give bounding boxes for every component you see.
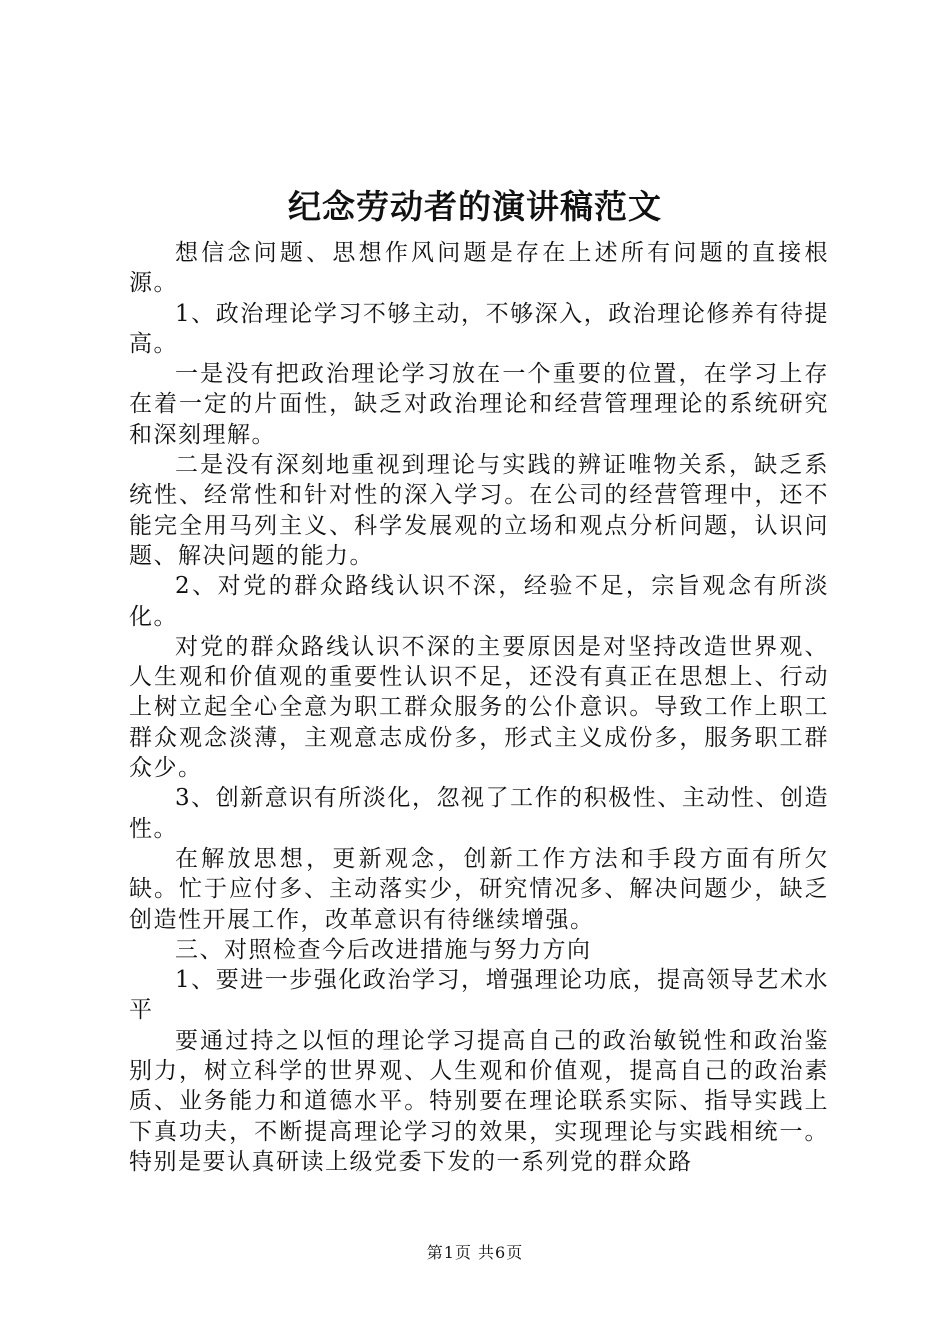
paragraph: 1、政治理论学习不够主动，不够深入，政治理论修养有待提高。 [129,300,829,357]
paragraph: 2、对党的群众路线认识不深，经验不足，宗旨观念有所淡化。 [129,573,829,630]
paragraph: 对党的群众路线认识不深的主要原因是对坚持改造世界观、人生观和价值观的重要性认识不足，还没有真正在思想上、行动上树立起全心全意为职工群众服务的公仆意识。导致工作上职工群众观念淡薄，主观意志成份多，形式主义成份多，服务职工群众少。 [129,633,829,782]
paragraph: 二是没有深刻地重视到理论与实践的辨证唯物关系，缺乏系统性、经常性和针对性的深入学习。在公司的经营管理中，还不能完全用马列主义、科学发展观的立场和观点分析问题，认识问题、解决问题的能力。 [129,452,829,569]
paragraph: 3、创新意识有所淡化，忽视了工作的积极性、主动性、创造性。 [129,785,829,842]
paragraph: 1、要进一步强化政治学习，增强理论功底，提高领导艺术水平 [129,967,829,1024]
paragraph: 想信念问题、思想作风问题是存在上述所有问题的直接根源。 [129,240,829,297]
paragraph: 三、对照检查今后改进措施与努力方向 [175,936,592,963]
document-title: 纪念劳动者的演讲稿范文 [288,187,662,226]
paragraph: 在解放思想，更新观念，创新工作方法和手段方面有所欠缺。忙于应付多、主动落实少，研究情况多、解决问题少，缺乏创造性开展工作，改革意识有待继续增强。 [129,845,829,933]
document-body [129,238,829,1177]
paragraph: 要通过持之以恒的理论学习提高自己的政治敏锐性和政治鉴别力，树立科学的世界观、人生观和价值观，提高自己的政治素质、业务能力和道德水平。特别要在理论联系实际、指导实践上下真功夫，不断提高理论学习的效果，实现理论与实践相统一。特别是要认真研读上级党委下发的一系列党的群众路 [129,1027,829,1175]
paragraph: 一是没有把政治理论学习放在一个重要的位置，在学习上存在着一定的片面性，缺乏对政治理论和经营管理理论的系统研究和深刻理解。 [129,361,829,448]
page-footer: 第1页 共6页 [426,1243,524,1262]
